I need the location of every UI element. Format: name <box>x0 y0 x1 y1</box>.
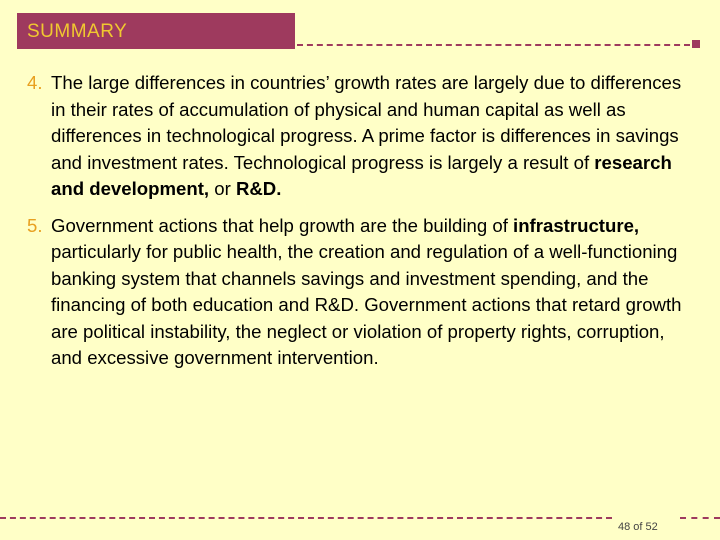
summary-list <box>27 70 697 382</box>
key-term: research and development, <box>51 151 672 199</box>
footer-divider <box>0 517 612 519</box>
item-text-segment: The large differences in countries’ growth rates are largely due to differences in their rates of accumulation of physical and human capital as well as differences in technological progress. A prime factor is differences in savings and investment rates. Technological progress is largely a result of <box>51 72 682 173</box>
item-number: 4. <box>27 72 43 93</box>
list-item <box>27 70 697 203</box>
item-text <box>51 215 682 369</box>
item-number: 5. <box>27 214 43 236</box>
list-item <box>27 213 697 372</box>
key-term: R&D. <box>235 178 282 199</box>
item-text-segment: Government actions that help growth are the building of <box>51 214 514 236</box>
slide-title: SUMMARY <box>27 21 128 42</box>
footer-divider-right <box>680 517 720 519</box>
item-text <box>51 72 681 199</box>
item-text-segment: particularly for public health, the creation and regulation of a well-functioning banking system that channels savings and investment spending, and the financing of both education and R&D. Government actions that retard growth are political instability, the neglect or violation of property rights, corruption, and excessive government intervention. <box>51 241 682 368</box>
title-divider <box>297 44 690 46</box>
title-bar <box>17 13 295 49</box>
item-text-segment: or <box>209 178 236 199</box>
page-number: 48 of 52 <box>618 521 658 533</box>
key-term: infrastructure, <box>513 214 640 236</box>
title-divider-cap <box>692 40 700 48</box>
